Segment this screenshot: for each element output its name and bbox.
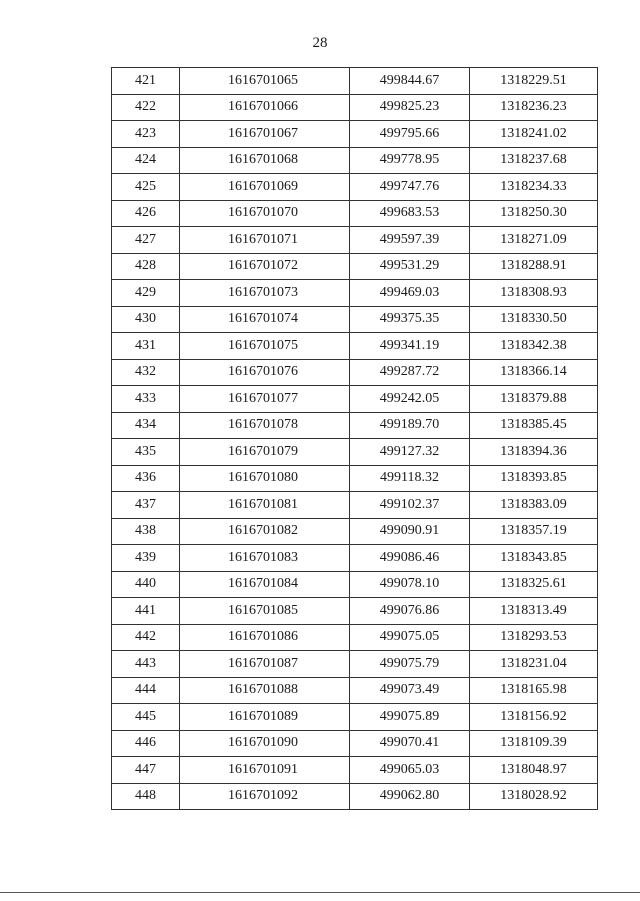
y-coordinate-cell: 1318250.30 [470,200,598,227]
row-number-cell: 446 [112,730,180,757]
x-coordinate-cell: 499341.19 [350,333,470,360]
y-coordinate-cell: 1318293.53 [470,624,598,651]
table-row [112,412,598,439]
table-row [112,518,598,545]
point-id-cell: 1616701074 [180,306,350,333]
row-number-cell: 422 [112,94,180,121]
table-row [112,306,598,333]
row-number-cell: 444 [112,677,180,704]
x-coordinate-cell: 499062.80 [350,783,470,810]
table-row [112,121,598,148]
table-row [112,200,598,227]
x-coordinate-cell: 499683.53 [350,200,470,227]
y-coordinate-cell: 1318313.49 [470,598,598,625]
x-coordinate-cell: 499065.03 [350,757,470,784]
point-id-cell: 1616701079 [180,439,350,466]
y-coordinate-cell: 1318325.61 [470,571,598,598]
table-row [112,174,598,201]
y-coordinate-cell: 1318288.91 [470,253,598,280]
x-coordinate-cell: 499844.67 [350,68,470,95]
x-coordinate-cell: 499075.05 [350,624,470,651]
point-id-cell: 1616701080 [180,465,350,492]
y-coordinate-cell: 1318165.98 [470,677,598,704]
x-coordinate-cell: 499778.95 [350,147,470,174]
point-id-cell: 1616701089 [180,704,350,731]
y-coordinate-cell: 1318048.97 [470,757,598,784]
y-coordinate-cell: 1318271.09 [470,227,598,254]
x-coordinate-cell: 499078.10 [350,571,470,598]
y-coordinate-cell: 1318394.36 [470,439,598,466]
point-id-cell: 1616701090 [180,730,350,757]
point-id-cell: 1616701085 [180,598,350,625]
page-number: 28 [312,35,328,51]
table-row [112,227,598,254]
row-number-cell: 445 [112,704,180,731]
row-number-cell: 441 [112,598,180,625]
table-row [112,624,598,651]
point-id-cell: 1616701077 [180,386,350,413]
x-coordinate-cell: 499242.05 [350,386,470,413]
point-id-cell: 1616701067 [180,121,350,148]
row-number-cell: 438 [112,518,180,545]
table-row [112,465,598,492]
y-coordinate-cell: 1318330.50 [470,306,598,333]
table-row [112,147,598,174]
row-number-cell: 428 [112,253,180,280]
row-number-cell: 440 [112,571,180,598]
y-coordinate-cell: 1318393.85 [470,465,598,492]
x-coordinate-cell: 499189.70 [350,412,470,439]
y-coordinate-cell: 1318231.04 [470,651,598,678]
row-number-cell: 436 [112,465,180,492]
x-coordinate-cell: 499597.39 [350,227,470,254]
y-coordinate-cell: 1318379.88 [470,386,598,413]
point-id-cell: 1616701092 [180,783,350,810]
row-number-cell: 433 [112,386,180,413]
table-row [112,677,598,704]
point-id-cell: 1616701073 [180,280,350,307]
table-row [112,571,598,598]
y-coordinate-cell: 1318229.51 [470,68,598,95]
point-id-cell: 1616701081 [180,492,350,519]
x-coordinate-cell: 499076.86 [350,598,470,625]
x-coordinate-cell: 499073.49 [350,677,470,704]
x-coordinate-cell: 499102.37 [350,492,470,519]
table-row [112,598,598,625]
table-row [112,386,598,413]
y-coordinate-cell: 1318109.39 [470,730,598,757]
table-row [112,757,598,784]
point-id-cell: 1616701088 [180,677,350,704]
table-row [112,253,598,280]
point-id-cell: 1616701078 [180,412,350,439]
point-id-cell: 1616701091 [180,757,350,784]
point-id-cell: 1616701070 [180,200,350,227]
point-id-cell: 1616701068 [180,147,350,174]
table-row [112,492,598,519]
table-row [112,545,598,572]
table-row [112,651,598,678]
row-number-cell: 439 [112,545,180,572]
x-coordinate-cell: 499118.32 [350,465,470,492]
point-id-cell: 1616701066 [180,94,350,121]
row-number-cell: 429 [112,280,180,307]
x-coordinate-cell: 499075.89 [350,704,470,731]
x-coordinate-cell: 499825.23 [350,94,470,121]
point-id-cell: 1616701082 [180,518,350,545]
row-number-cell: 447 [112,757,180,784]
y-coordinate-cell: 1318385.45 [470,412,598,439]
row-number-cell: 437 [112,492,180,519]
table-row [112,704,598,731]
table-body [112,68,598,810]
table-row [112,359,598,386]
y-coordinate-cell: 1318308.93 [470,280,598,307]
row-number-cell: 423 [112,121,180,148]
x-coordinate-cell: 499075.79 [350,651,470,678]
table-row [112,94,598,121]
table-row [112,730,598,757]
point-id-cell: 1616701083 [180,545,350,572]
y-coordinate-cell: 1318234.33 [470,174,598,201]
x-coordinate-cell: 499469.03 [350,280,470,307]
row-number-cell: 424 [112,147,180,174]
point-id-cell: 1616701072 [180,253,350,280]
table-row [112,439,598,466]
y-coordinate-cell: 1318383.09 [470,492,598,519]
point-id-cell: 1616701069 [180,174,350,201]
point-id-cell: 1616701086 [180,624,350,651]
row-number-cell: 443 [112,651,180,678]
row-number-cell: 442 [112,624,180,651]
row-number-cell: 421 [112,68,180,95]
y-coordinate-cell: 1318236.23 [470,94,598,121]
y-coordinate-cell: 1318241.02 [470,121,598,148]
x-coordinate-cell: 499795.66 [350,121,470,148]
y-coordinate-cell: 1318343.85 [470,545,598,572]
row-number-cell: 426 [112,200,180,227]
row-number-cell: 434 [112,412,180,439]
x-coordinate-cell: 499127.32 [350,439,470,466]
x-coordinate-cell: 499287.72 [350,359,470,386]
x-coordinate-cell: 499070.41 [350,730,470,757]
x-coordinate-cell: 499375.35 [350,306,470,333]
point-id-cell: 1616701076 [180,359,350,386]
y-coordinate-cell: 1318342.38 [470,333,598,360]
x-coordinate-cell: 499086.46 [350,545,470,572]
table-row [112,333,598,360]
x-coordinate-cell: 499531.29 [350,253,470,280]
point-id-cell: 1616701071 [180,227,350,254]
x-coordinate-cell: 499090.91 [350,518,470,545]
row-number-cell: 431 [112,333,180,360]
point-id-cell: 1616701075 [180,333,350,360]
y-coordinate-cell: 1318357.19 [470,518,598,545]
coordinates-table [111,67,598,810]
x-coordinate-cell: 499747.76 [350,174,470,201]
row-number-cell: 435 [112,439,180,466]
table-row [112,68,598,95]
row-number-cell: 448 [112,783,180,810]
bottom-rule [0,892,640,893]
row-number-cell: 425 [112,174,180,201]
table-row [112,783,598,810]
y-coordinate-cell: 1318237.68 [470,147,598,174]
y-coordinate-cell: 1318366.14 [470,359,598,386]
point-id-cell: 1616701084 [180,571,350,598]
point-id-cell: 1616701087 [180,651,350,678]
point-id-cell: 1616701065 [180,68,350,95]
row-number-cell: 432 [112,359,180,386]
y-coordinate-cell: 1318028.92 [470,783,598,810]
row-number-cell: 430 [112,306,180,333]
row-number-cell: 427 [112,227,180,254]
y-coordinate-cell: 1318156.92 [470,704,598,731]
table-row [112,280,598,307]
